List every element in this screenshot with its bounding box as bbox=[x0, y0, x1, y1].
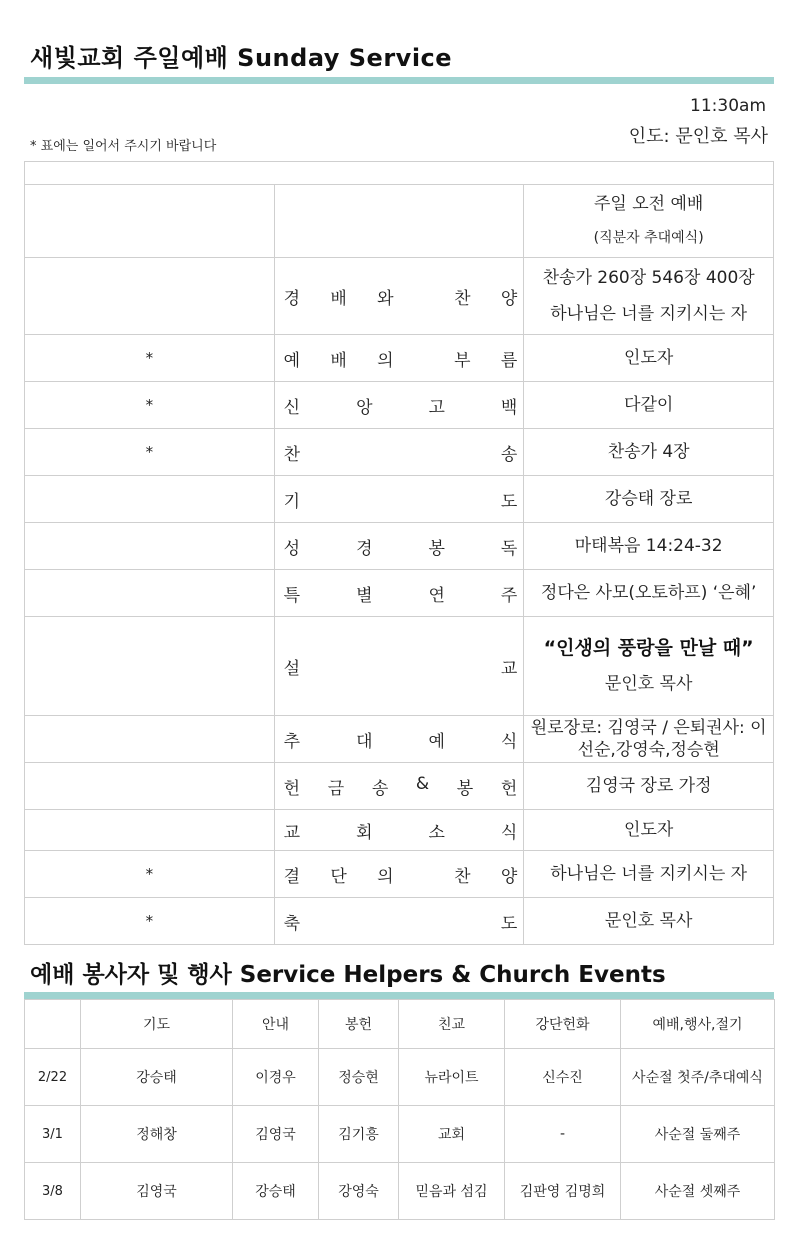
helpers-cell: - bbox=[505, 1106, 621, 1163]
order-item-content bbox=[524, 617, 774, 716]
label-char: 와 bbox=[377, 288, 394, 309]
order-row bbox=[25, 523, 774, 570]
label-char: 찬 bbox=[283, 444, 301, 465]
order-item-label bbox=[274, 716, 524, 763]
stand-marker: * bbox=[25, 429, 275, 476]
content-line: 하나님은 너를 지키시는 자 bbox=[550, 864, 748, 884]
label-char: 신 bbox=[283, 397, 301, 418]
helpers-cell: 정승현 bbox=[319, 1049, 399, 1106]
stand-marker bbox=[25, 476, 275, 523]
column-header: 기도 bbox=[81, 1000, 233, 1049]
label-char: 의 bbox=[377, 350, 394, 371]
service-leader: 인도: 문인호 목사 bbox=[628, 126, 768, 147]
label-char: 식 bbox=[500, 822, 518, 843]
order-item-content bbox=[524, 763, 774, 810]
standing-note: * 표에는 일어서 주시기 바랍니다 bbox=[30, 139, 217, 154]
label-char: 교 bbox=[283, 822, 301, 843]
order-item-label bbox=[274, 258, 524, 335]
label-char: 특 bbox=[283, 585, 301, 606]
order-item-label bbox=[274, 523, 524, 570]
helpers-cell: 강승태 bbox=[81, 1049, 233, 1106]
order-item-content bbox=[524, 570, 774, 617]
order-item-label bbox=[274, 763, 524, 810]
stand-marker bbox=[25, 570, 275, 617]
order-item-content bbox=[524, 429, 774, 476]
order-item-label bbox=[274, 382, 524, 429]
helpers-cell: 교회 bbox=[399, 1106, 505, 1163]
stand-marker: * bbox=[25, 851, 275, 898]
label-char: 금 bbox=[327, 778, 345, 799]
label-char: 도 bbox=[500, 913, 518, 934]
stand-marker: * bbox=[25, 898, 275, 945]
order-spacer-row bbox=[25, 162, 774, 185]
label-char: 별 bbox=[356, 585, 373, 606]
label-char: 경 bbox=[356, 538, 373, 559]
helpers-cell: 신수진 bbox=[505, 1049, 621, 1106]
order-row bbox=[25, 716, 774, 763]
label-char: 의 bbox=[377, 866, 394, 887]
helpers-date: 2/22 bbox=[25, 1049, 81, 1106]
order-item-content bbox=[524, 810, 774, 851]
label-char: 찬 bbox=[454, 288, 471, 309]
label-char: 헌 bbox=[500, 778, 518, 799]
order-row bbox=[25, 810, 774, 851]
column-header: 강단헌화 bbox=[505, 1000, 621, 1049]
helpers-cell: 사순절 셋째주 bbox=[621, 1163, 775, 1220]
column-header: 예배,행사,절기 bbox=[621, 1000, 775, 1049]
label-char: 송 bbox=[500, 444, 518, 465]
content-line: 김영국 장로 가정 bbox=[585, 776, 712, 796]
order-row bbox=[25, 898, 774, 945]
helpers-row bbox=[25, 1106, 775, 1163]
helpers-cell: 사순절 첫주/추대예식 bbox=[621, 1049, 775, 1106]
order-row bbox=[25, 429, 774, 476]
helpers-cell: 김판영 김명희 bbox=[505, 1163, 621, 1220]
label-char: 성 bbox=[283, 538, 301, 559]
order-row bbox=[25, 617, 774, 716]
helpers-cell: 이경우 bbox=[233, 1049, 319, 1106]
stand-marker bbox=[25, 716, 275, 763]
label-char: 찬 bbox=[454, 866, 471, 887]
helpers-title: 예배 봉사자 및 행사 Service Helpers & Church Events bbox=[30, 962, 666, 988]
content-line: 원로장로: 김영국 / 은퇴권사: 이선순,강영숙,정승현 bbox=[530, 718, 767, 760]
order-item-label bbox=[274, 570, 524, 617]
label-char: 배 bbox=[330, 288, 347, 309]
label-char: 름 bbox=[500, 350, 518, 371]
service-heading-title: 주일 오전 예배 bbox=[593, 194, 704, 214]
title-accent-bar bbox=[24, 77, 774, 84]
content-line: 강승태 장로 bbox=[604, 489, 693, 509]
content-line: 인도자 bbox=[624, 348, 674, 368]
label-char: 축 bbox=[283, 913, 301, 934]
order-item-content bbox=[524, 898, 774, 945]
order-item-label bbox=[274, 429, 524, 476]
label-char: 봉 bbox=[456, 778, 474, 799]
label-char: 추 bbox=[283, 731, 301, 752]
page-title: 새빛교회 주일예배 Sunday Service bbox=[30, 44, 453, 72]
helpers-cell: 사순절 둘째주 bbox=[621, 1106, 775, 1163]
helpers-date: 3/1 bbox=[25, 1106, 81, 1163]
order-item-content bbox=[524, 716, 774, 763]
content-line: 인도자 bbox=[624, 820, 674, 840]
content-line: 마태복음 14:24-32 bbox=[574, 536, 723, 556]
label-char: 헌 bbox=[283, 778, 301, 799]
label-char: 고 bbox=[428, 397, 445, 418]
content-line: 다같이 bbox=[624, 395, 674, 415]
order-row bbox=[25, 382, 774, 429]
label-char: 송 bbox=[371, 778, 389, 799]
helpers-cell: 뉴라이트 bbox=[399, 1049, 505, 1106]
helpers-table bbox=[24, 999, 775, 1220]
helpers-row bbox=[25, 1049, 775, 1106]
helpers-cell: 김기흥 bbox=[319, 1106, 399, 1163]
order-row bbox=[25, 570, 774, 617]
label-char: 식 bbox=[500, 731, 518, 752]
content-line: 찬송가 260장 546장 400장 bbox=[542, 268, 755, 288]
content-line: 정다은 사모(오토하프) ‘은혜’ bbox=[540, 583, 757, 603]
order-item-content bbox=[524, 476, 774, 523]
label-char: 경 bbox=[283, 288, 301, 309]
label-char: 양 bbox=[500, 866, 518, 887]
order-item-label bbox=[274, 476, 524, 523]
label-char: & bbox=[415, 773, 430, 794]
label-char: 기 bbox=[283, 491, 301, 512]
helpers-cell: 강영숙 bbox=[319, 1163, 399, 1220]
order-row bbox=[25, 476, 774, 523]
label-char: 교 bbox=[500, 658, 518, 679]
label-char: 도 bbox=[500, 491, 518, 512]
helpers-cell: 김영국 bbox=[233, 1106, 319, 1163]
label-char: 독 bbox=[500, 538, 518, 559]
label-char: 배 bbox=[330, 350, 347, 371]
column-header: 친교 bbox=[399, 1000, 505, 1049]
order-item-content bbox=[524, 258, 774, 335]
order-heading-row bbox=[25, 185, 774, 258]
worship-order-table bbox=[24, 161, 774, 945]
order-item-label bbox=[274, 335, 524, 382]
label-char: 백 bbox=[500, 397, 518, 418]
stand-marker: * bbox=[25, 335, 275, 382]
label-char: 회 bbox=[356, 822, 373, 843]
content-line: 찬송가 4장 bbox=[607, 442, 690, 462]
order-row bbox=[25, 851, 774, 898]
order-item-label bbox=[274, 851, 524, 898]
helpers-row bbox=[25, 1163, 775, 1220]
helpers-header-row bbox=[25, 1000, 775, 1049]
helpers-cell: 믿음과 섬김 bbox=[399, 1163, 505, 1220]
helpers-accent-bar bbox=[24, 992, 774, 999]
label-char: 부 bbox=[454, 350, 471, 371]
label-char: 봉 bbox=[428, 538, 445, 559]
label-char: 예 bbox=[283, 350, 301, 371]
order-item-content bbox=[524, 523, 774, 570]
label-char: 설 bbox=[283, 658, 301, 679]
sermon-title: “인생의 풍랑을 만날 때” bbox=[543, 637, 754, 659]
label-char: 연 bbox=[428, 585, 445, 606]
label-char: 소 bbox=[428, 822, 445, 843]
order-row bbox=[25, 763, 774, 810]
order-item-label bbox=[274, 898, 524, 945]
stand-marker bbox=[25, 810, 275, 851]
helpers-cell: 강승태 bbox=[233, 1163, 319, 1220]
stand-marker bbox=[25, 258, 275, 335]
service-heading bbox=[524, 185, 774, 258]
order-item-content bbox=[524, 335, 774, 382]
helpers-cell: 정해창 bbox=[81, 1106, 233, 1163]
label-char: 대 bbox=[356, 731, 373, 752]
column-header: 봉헌 bbox=[319, 1000, 399, 1049]
helpers-date: 3/8 bbox=[25, 1163, 81, 1220]
column-header bbox=[25, 1000, 81, 1049]
label-char: 앙 bbox=[356, 397, 373, 418]
stand-marker bbox=[25, 763, 275, 810]
order-row bbox=[25, 335, 774, 382]
service-heading-subtitle: (직분자 추대예식) bbox=[593, 230, 704, 246]
order-item-content bbox=[524, 851, 774, 898]
stand-marker: * bbox=[25, 382, 275, 429]
label-char: 단 bbox=[330, 866, 347, 887]
order-item-content bbox=[524, 382, 774, 429]
column-header: 안내 bbox=[233, 1000, 319, 1049]
service-time: 11:30am bbox=[690, 96, 766, 116]
order-row bbox=[25, 258, 774, 335]
content-line: 문인호 목사 bbox=[604, 911, 693, 931]
order-item-label bbox=[274, 617, 524, 716]
label-char: 양 bbox=[500, 288, 518, 309]
helpers-cell: 김영국 bbox=[81, 1163, 233, 1220]
stand-marker bbox=[25, 523, 275, 570]
label-char: 주 bbox=[500, 585, 518, 606]
content-line: 문인호 목사 bbox=[604, 674, 693, 694]
order-item-label bbox=[274, 810, 524, 851]
content-line: 하나님은 너를 지키시는 자 bbox=[550, 304, 748, 324]
label-char: 결 bbox=[283, 866, 301, 887]
label-char: 예 bbox=[428, 731, 445, 752]
stand-marker bbox=[25, 617, 275, 716]
